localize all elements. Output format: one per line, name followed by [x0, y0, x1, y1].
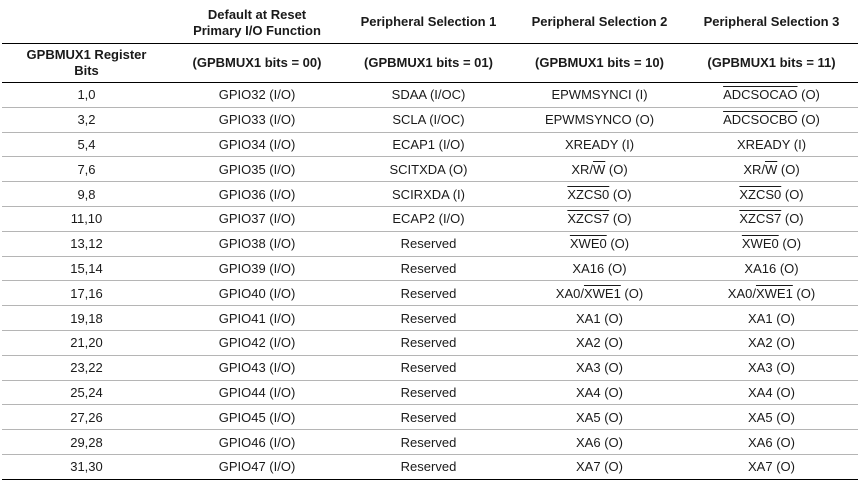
overline-w: $\overline{W}$: [765, 161, 778, 177]
table-row: [2, 380, 858, 405]
header-peripheral-1: Peripheral Selection 1: [360, 13, 497, 29]
cell-peripheral-3: ADCSOCBO (O): [723, 112, 820, 128]
cell-peripheral-3: XA5 (O): [748, 409, 795, 425]
cell-peripheral-2: XA6 (O): [576, 434, 623, 450]
overline-w: $\overline{W}$: [593, 161, 606, 177]
cell-peripheral-1: Reserved: [400, 310, 457, 326]
cell-bits: 13,12: [70, 236, 103, 252]
cell-default: GPIO34 (I/O): [218, 136, 296, 152]
table-row: [2, 405, 858, 430]
cell-peripheral-1: SCLA (I/OC): [392, 112, 465, 128]
cell-default: GPIO46 (I/O): [218, 434, 296, 450]
cell-peripheral-3: XA1 (O): [748, 310, 795, 326]
table-row: [2, 355, 858, 380]
cell-peripheral-1: SCITXDA (O): [389, 161, 468, 177]
cell-default: GPIO40 (I/O): [218, 285, 296, 301]
cell-default: GPIO36 (I/O): [218, 186, 296, 202]
header-peripheral-3: Peripheral Selection 3: [703, 13, 840, 29]
cell-peripheral-2: XA7 (O): [576, 459, 623, 475]
header-register-bits: [2, 44, 171, 83]
cell-default: GPIO41 (I/O): [218, 310, 296, 326]
cell-default: GPIO37 (I/O): [218, 211, 296, 227]
cell-peripheral-3: XA2 (O): [748, 335, 795, 351]
cell-peripheral-1: Reserved: [400, 409, 457, 425]
cell-peripheral-1: Reserved: [400, 285, 457, 301]
cell-bits: 25,24: [70, 384, 103, 400]
cell-default: GPIO47 (I/O): [218, 459, 296, 475]
cell-peripheral-3: XZCS7 (O): [739, 211, 804, 227]
cell-bits: 11,10: [70, 211, 103, 227]
table-row: [2, 206, 858, 231]
cell-peripheral-3: XA0/XWE1 (O): [727, 285, 816, 301]
cell-default: GPIO38 (I/O): [218, 236, 296, 252]
table-row: [2, 83, 858, 108]
overline-xwe1: XWE1: [755, 285, 793, 301]
header-bits-00: (GPBMUX1 bits = 00): [192, 55, 322, 70]
table-row: [2, 132, 858, 157]
header-empty: [2, 0, 171, 44]
table-row: [2, 182, 858, 207]
cell-peripheral-1: ECAP2 (I/O): [392, 211, 465, 227]
table-row: [2, 281, 858, 306]
cell-peripheral-3: ADCSOCAO (O): [723, 87, 820, 103]
overline-xzcs7: XZCS7: [567, 211, 610, 227]
cell-peripheral-3: XREADY (I): [736, 136, 807, 152]
overline-xzcs7: XZCS7: [739, 211, 782, 227]
table-row: [2, 107, 858, 132]
table-row: [2, 256, 858, 281]
table-row: [2, 330, 858, 355]
cell-peripheral-3: XA6 (O): [748, 434, 795, 450]
cell-peripheral-3: XZCS0 (O): [739, 186, 804, 202]
cell-default: GPIO33 (I/O): [218, 112, 296, 128]
cell-peripheral-1: SDAA (I/OC): [391, 87, 466, 103]
cell-peripheral-1: Reserved: [400, 260, 457, 276]
cell-peripheral-2: XA5 (O): [576, 409, 623, 425]
cell-peripheral-1: SCIRXDA (I): [392, 186, 465, 202]
header-default-line2: Primary I/O Function: [193, 22, 321, 38]
header-register-line2: Bits: [74, 63, 99, 78]
cell-peripheral-2: XA3 (O): [576, 360, 623, 376]
table-row: [2, 430, 858, 455]
overline-adcsocao: ADCSOCAO: [723, 87, 798, 103]
cell-bits: 23,22: [70, 360, 103, 376]
header-bits-11: (GPBMUX1 bits = 11): [707, 55, 836, 70]
cell-bits: 17,16: [70, 285, 103, 301]
cell-peripheral-2: XA2 (O): [576, 335, 623, 351]
cell-peripheral-1: Reserved: [400, 335, 457, 351]
cell-peripheral-2: XA4 (O): [576, 384, 623, 400]
cell-default: GPIO39 (I/O): [218, 260, 296, 276]
header-row-2: [2, 44, 858, 83]
cell-default: GPIO32 (I/O): [218, 87, 296, 103]
cell-peripheral-3: XA4 (O): [748, 384, 795, 400]
table-row: [2, 157, 858, 182]
cell-peripheral-1: Reserved: [400, 360, 457, 376]
cell-default: GPIO45 (I/O): [218, 409, 296, 425]
gpbmux1-table: [2, 0, 858, 480]
cell-bits: 21,20: [70, 335, 103, 351]
cell-peripheral-3: XWE0 (O): [741, 236, 802, 252]
cell-peripheral-1: Reserved: [400, 236, 457, 252]
overline-xwe0: XWE0: [569, 236, 607, 252]
cell-peripheral-3: XA16 (O): [744, 260, 799, 276]
cell-peripheral-2: XA0/XWE1 (O): [555, 285, 644, 301]
cell-bits: 5,4: [77, 136, 96, 152]
header-bits-01: (GPBMUX1 bits = 01): [364, 55, 493, 70]
cell-peripheral-1: Reserved: [400, 459, 457, 475]
overline-xzcs0: XZCS0: [739, 186, 782, 202]
header-peripheral-2: Peripheral Selection 2: [531, 13, 668, 29]
cell-peripheral-2: $XR/\overline{W}$ (O): [571, 161, 628, 177]
cell-bits: 1,0: [77, 87, 96, 103]
cell-peripheral-3: XA3 (O): [748, 360, 795, 376]
overline-xwe1: XWE1: [583, 285, 621, 301]
table-body: [2, 83, 858, 480]
header-register-line1: GPBMUX1 Register: [26, 47, 147, 62]
cell-default: GPIO43 (I/O): [218, 360, 296, 376]
header-default-line1: Default at Reset: [207, 6, 307, 22]
cell-peripheral-2: XREADY (I): [564, 136, 635, 152]
header-bits-10: (GPBMUX1 bits = 10): [535, 55, 664, 70]
cell-bits: 19,18: [70, 310, 103, 326]
overline-xzcs0: XZCS0: [567, 186, 610, 202]
table-row: [2, 231, 858, 256]
cell-peripheral-2: EPWMSYNCI (I): [551, 87, 648, 103]
cell-default: GPIO44 (I/O): [218, 384, 296, 400]
cell-bits: 31,30: [70, 459, 103, 475]
cell-bits: 29,28: [70, 434, 103, 450]
cell-default: GPIO35 (I/O): [218, 161, 296, 177]
cell-peripheral-2: XA1 (O): [576, 310, 623, 326]
cell-peripheral-2: XZCS0 (O): [567, 186, 632, 202]
cell-bits: 9,8: [77, 186, 96, 202]
overline-xwe0: XWE0: [741, 236, 779, 252]
cell-peripheral-2: EPWMSYNCO (O): [544, 112, 655, 128]
cell-bits: 15,14: [70, 260, 103, 276]
cell-peripheral-1: Reserved: [400, 434, 457, 450]
header-default-function: [171, 0, 343, 44]
cell-peripheral-2: XA16 (O): [572, 260, 627, 276]
cell-peripheral-1: Reserved: [400, 384, 457, 400]
cell-peripheral-1: ECAP1 (I/O): [392, 136, 465, 152]
overline-adcsocbo: ADCSOCBO: [723, 112, 798, 128]
cell-peripheral-2: XWE0 (O): [569, 236, 630, 252]
table-row: [2, 306, 858, 331]
cell-peripheral-3: $XR/\overline{W}$ (O): [743, 161, 800, 177]
header-row-1: [2, 0, 858, 44]
cell-default: GPIO42 (I/O): [218, 335, 296, 351]
cell-bits: 27,26: [70, 409, 103, 425]
cell-peripheral-2: XZCS7 (O): [567, 211, 632, 227]
cell-bits: 3,2: [77, 112, 96, 128]
cell-bits: 7,6: [77, 161, 96, 177]
cell-peripheral-3: XA7 (O): [748, 459, 795, 475]
